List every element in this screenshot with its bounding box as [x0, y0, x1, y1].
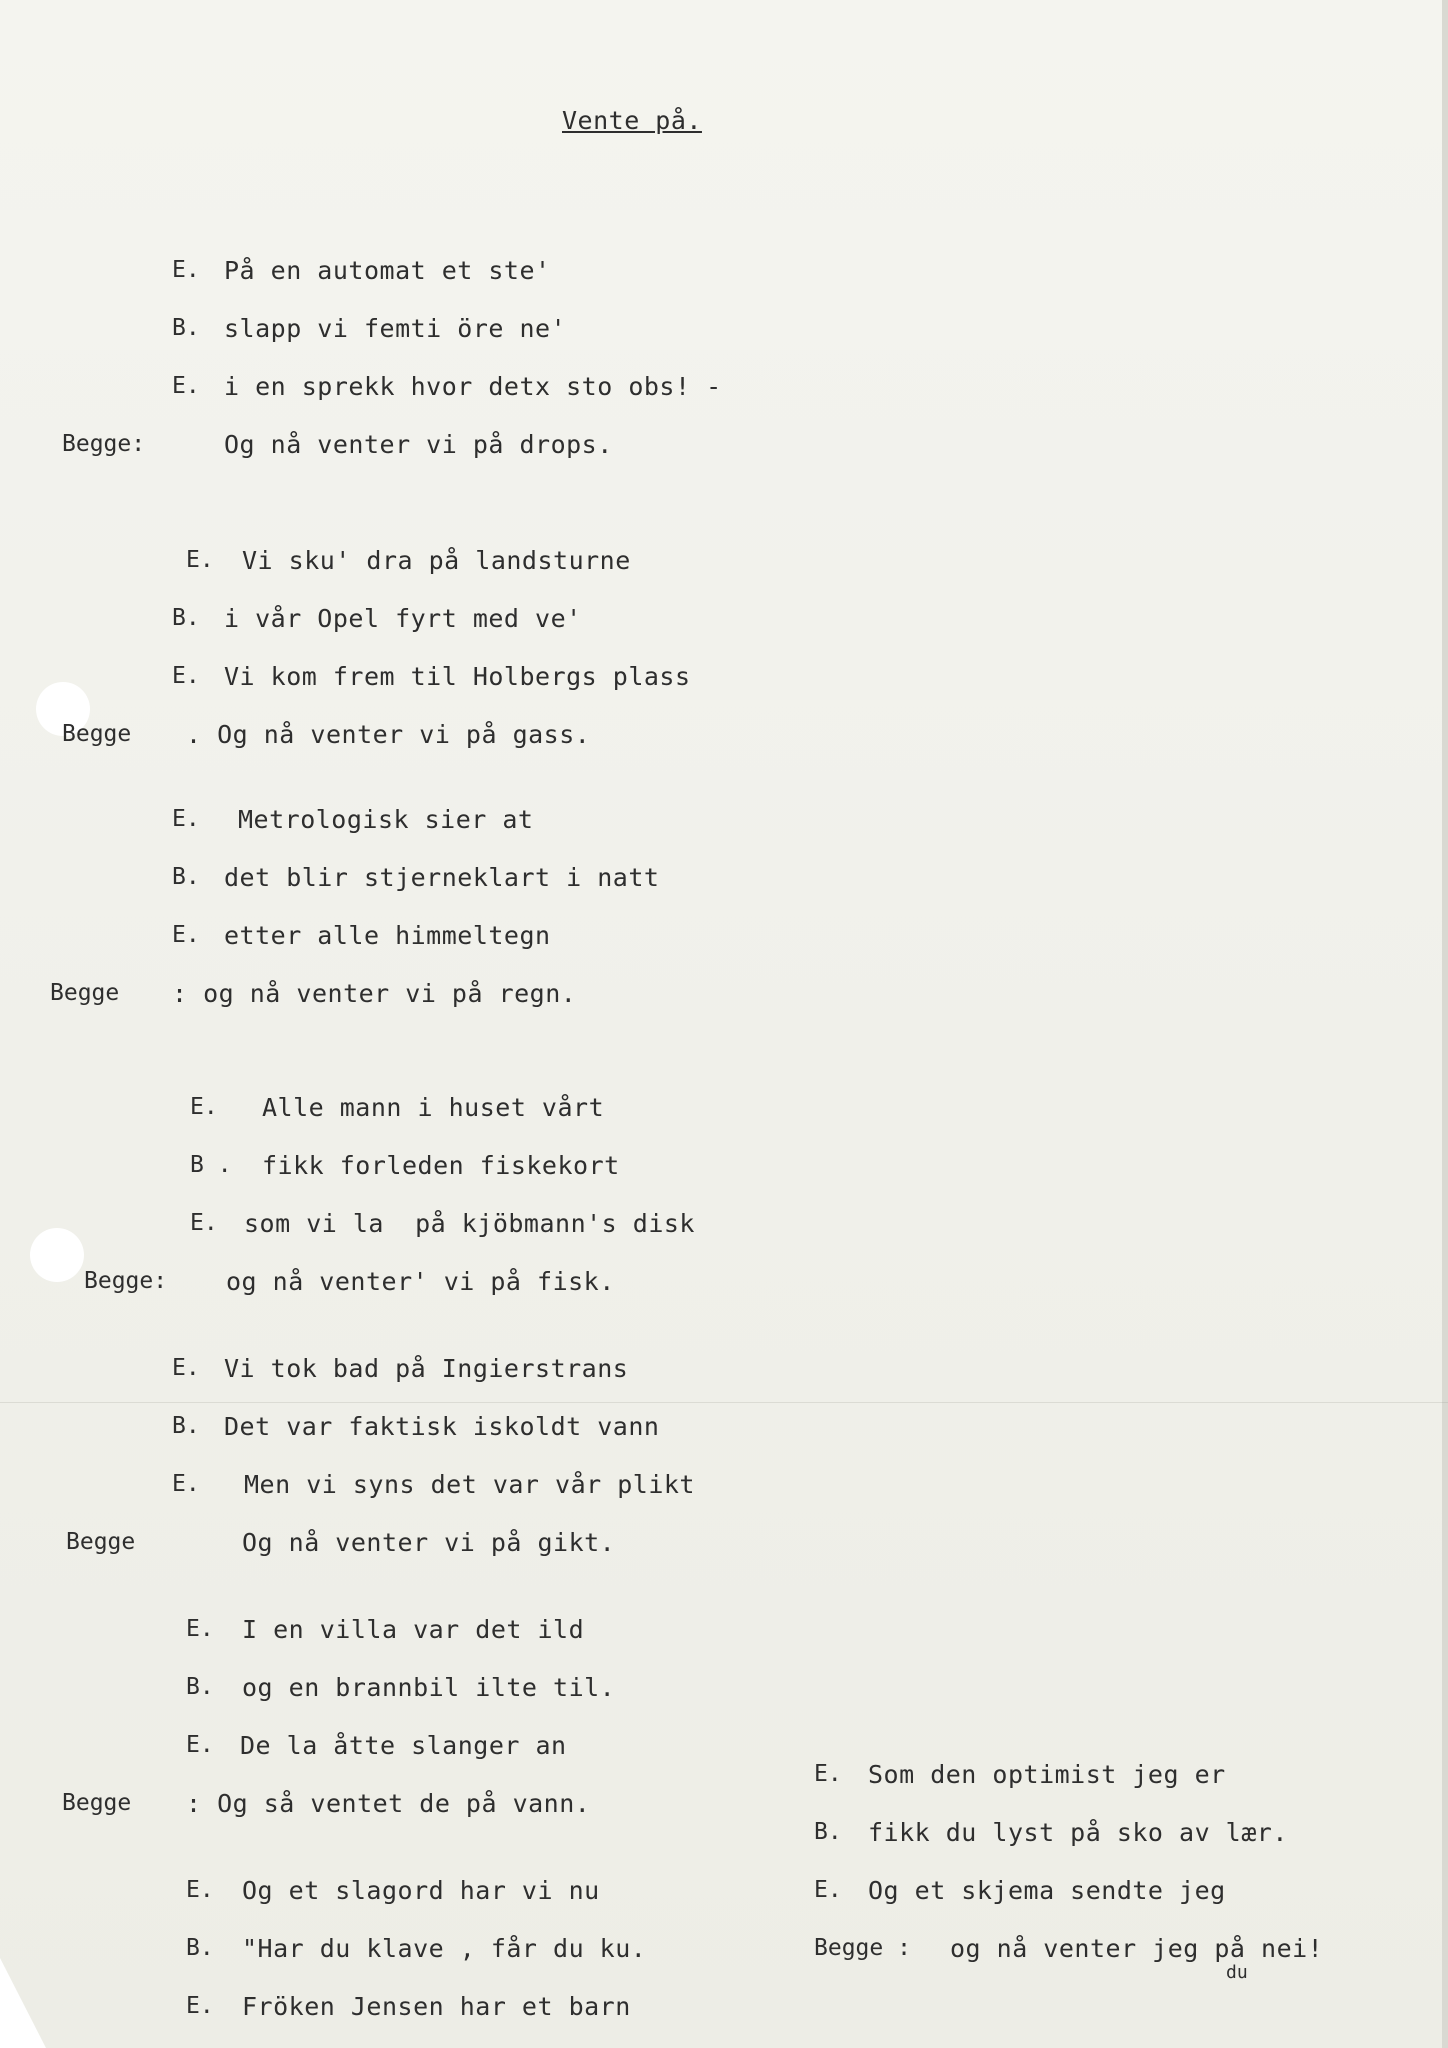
speaker-label: E. [172, 922, 200, 948]
verse-line: som vi la på kjöbmann's disk [244, 1209, 695, 1238]
speaker-label: E. [814, 1877, 842, 1903]
speaker-label: Begge [50, 980, 120, 1006]
folded-corner [0, 1958, 46, 2048]
verse-line: Vi sku' dra på landsturne [242, 546, 631, 575]
page-title: Vente på. [562, 106, 702, 135]
speaker-label: E. [172, 257, 200, 283]
verse-line: det blir stjerneklart i natt [224, 863, 660, 892]
speaker-label: E. [814, 1761, 842, 1787]
verse-line: Og et skjema sendte jeg [868, 1876, 1226, 1905]
verse-line: Vi kom frem til Holbergs plass [224, 662, 691, 691]
speaker-label: E. [172, 1355, 200, 1381]
verse-line: fikk forleden fiskekort [262, 1151, 620, 1180]
speaker-label: E. [172, 663, 200, 689]
speaker-label: Begge [62, 1790, 132, 1816]
speaker-label: Begge [66, 1529, 136, 1555]
speaker-label: E. [190, 1210, 218, 1236]
speaker-label: Begge : [814, 1935, 911, 1961]
verse-line: Fröken Jensen har et barn [242, 1992, 631, 2021]
fold-line [0, 1402, 1448, 1403]
speaker-label: Begge: [62, 431, 146, 457]
verse-line: Og et slagord har vi nu [242, 1876, 600, 1905]
verse-line: Og nå venter vi på gikt. [242, 1528, 616, 1557]
speaker-label: E. [172, 373, 200, 399]
speaker-label: B. [186, 1674, 214, 1700]
verse-line: I en villa var det ild [242, 1615, 585, 1644]
speaker-label: B. [186, 1935, 214, 1961]
verse-line: Og nå venter vi på drops. [224, 430, 613, 459]
verse-line: "Har du klave , får du ku. [242, 1934, 647, 1963]
verse-line: På en automat et ste' [224, 256, 551, 285]
speaker-label: Begge [62, 721, 132, 747]
punch-hole-bottom [30, 1228, 84, 1282]
verse-line: . Og nå venter vi på gass. [186, 720, 591, 749]
speaker-label: Begge: [84, 1268, 168, 1294]
speaker-label: B. [172, 315, 200, 341]
verse-line: De la åtte slanger an [240, 1731, 567, 1760]
verse-line: i en sprekk hvor detx sto obs! - [224, 372, 722, 401]
speaker-label: B. [172, 605, 200, 631]
verse-line: slapp vi femti öre ne' [224, 314, 567, 343]
speaker-label: E. [186, 1993, 214, 2019]
handwritten-correction: du [1226, 1962, 1248, 1983]
speaker-label: E. [172, 806, 200, 832]
verse-line: Vi tok bad på Ingierstrans [224, 1354, 629, 1383]
verse-line: og en brannbil ilte til. [242, 1673, 616, 1702]
verse-line: Metrologisk sier at [238, 805, 534, 834]
verse-line: i vår Opel fyrt med ve' [224, 604, 582, 633]
verse-line: Alle mann i huset vårt [262, 1093, 605, 1122]
speaker-label: B. [814, 1819, 842, 1845]
speaker-label: E. [186, 1877, 214, 1903]
speaker-label: B . [190, 1152, 232, 1178]
verse-line: Men vi syns det var vår plikt [244, 1470, 695, 1499]
speaker-label: E. [186, 547, 214, 573]
verse-line: : Og så ventet de på vann. [186, 1789, 591, 1818]
speaker-label: E. [190, 1094, 218, 1120]
speaker-label: E. [172, 1471, 200, 1497]
verse-line: etter alle himmeltegn [224, 921, 551, 950]
speaker-label: E. [186, 1616, 214, 1642]
verse-line: Det var faktisk iskoldt vann [224, 1412, 660, 1441]
speaker-label: E. [186, 1732, 214, 1758]
speaker-label: B. [172, 864, 200, 890]
verse-line: og nå venter jeg på nei! [950, 1934, 1324, 1963]
verse-line: og nå venter' vi på fisk. [226, 1267, 615, 1296]
page-edge [1442, 0, 1448, 2048]
speaker-label: B. [172, 1413, 200, 1439]
verse-line: : og nå venter vi på regn. [172, 979, 577, 1008]
verse-line: fikk du lyst på sko av lær. [868, 1818, 1288, 1847]
verse-line: Som den optimist jeg er [868, 1760, 1226, 1789]
